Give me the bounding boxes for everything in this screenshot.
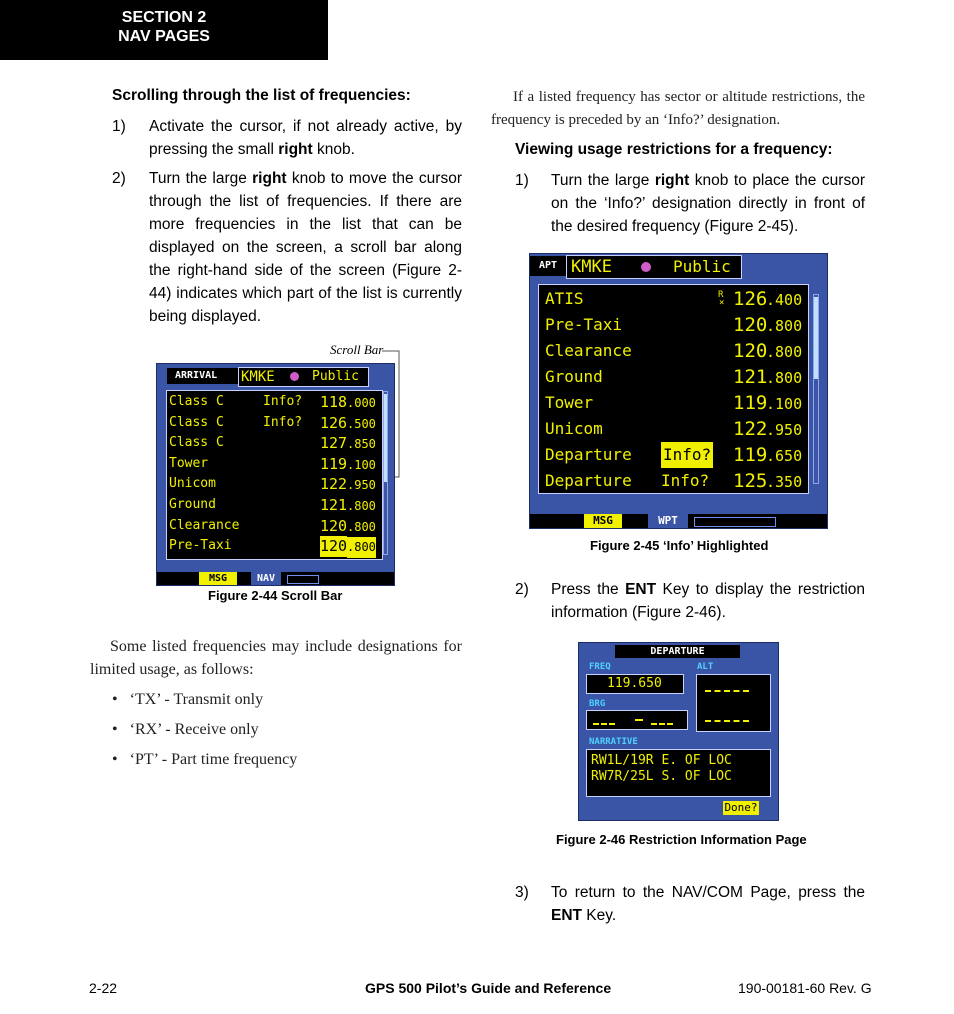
list-item-text: ‘TX’ - Transmit only xyxy=(129,691,264,708)
scrollbar-thumb[interactable] xyxy=(814,297,818,379)
frequency-mhz[interactable]: 119 xyxy=(733,392,768,414)
list-item: • ‘PT’ - Part time frequency xyxy=(112,751,298,768)
step-number: 3) xyxy=(515,884,529,901)
list-item: • ‘TX’ - Transmit only xyxy=(112,691,264,708)
frequency-khz[interactable]: .800 xyxy=(347,499,376,513)
frequency-row[interactable] xyxy=(545,442,805,468)
alt-label: ALT xyxy=(697,662,714,672)
narrative-line-2: RW7R/25L S. OF LOC xyxy=(591,769,732,784)
facility-name: Class C xyxy=(169,394,224,409)
step-text xyxy=(551,578,865,624)
scrollbar-thumb[interactable] xyxy=(384,394,387,482)
facility-name: Tower xyxy=(545,393,594,412)
frequency-khz[interactable]: .850 xyxy=(347,437,376,452)
msg-annunciator: MSG xyxy=(584,514,622,528)
airport-category: Public xyxy=(312,369,359,384)
msg-annunciator: MSG xyxy=(199,572,237,585)
done-button[interactable]: Done? xyxy=(724,801,758,814)
right-paragraph: If a listed frequency has sector or altitude restrictions, the frequency is preceded by an ‘Info?’ designation. xyxy=(491,89,865,128)
frequency-row[interactable] xyxy=(169,516,379,537)
step-text-c: knob. xyxy=(312,141,355,158)
frequency-khz[interactable]: .400 xyxy=(766,291,803,309)
frequency-row[interactable] xyxy=(169,495,379,516)
frequency-mhz[interactable]: 120 xyxy=(320,516,348,535)
frequency-mhz[interactable]: 121 xyxy=(320,496,348,514)
list-item: • ‘RX’ - Receive only xyxy=(112,721,259,738)
fig44-caption: Figure 2-44 Scroll Bar xyxy=(208,588,343,603)
narrative-box xyxy=(586,749,771,797)
fig46-title: DEPARTURE xyxy=(615,645,740,658)
fig44-status-bar xyxy=(157,572,394,585)
frequency-khz[interactable]: .950 xyxy=(766,421,803,439)
frequency-khz[interactable]: .800 xyxy=(766,317,803,335)
facility-name: Pre-Taxi xyxy=(545,315,623,334)
facility-name: Departure xyxy=(545,445,632,464)
frequency-row[interactable] xyxy=(545,468,805,494)
freq-label: FREQ xyxy=(589,662,611,672)
alt-upper-placeholder xyxy=(705,690,749,692)
step-text-c: knob to place the cursor on the ‘Info?’ designation directly in front of the desired frequency (Figure 2-45). xyxy=(551,172,865,235)
facility-name: Clearance xyxy=(545,341,632,360)
step-text-bold: ENT xyxy=(625,581,657,598)
freq-box xyxy=(586,674,684,694)
frequency-mhz[interactable]: 120 xyxy=(733,340,768,362)
frequency-mhz[interactable]: 126 xyxy=(320,413,348,432)
fig45-status-bar xyxy=(530,514,827,528)
frequency-row[interactable] xyxy=(545,286,805,312)
fig46-caption: Figure 2-46 Restriction Information Page xyxy=(556,832,807,847)
alt-lower-placeholder xyxy=(705,720,749,722)
section-number: SECTION 2 xyxy=(121,9,207,26)
facility-name: Ground xyxy=(545,367,603,386)
alt-box xyxy=(696,674,771,732)
frequency-row[interactable] xyxy=(169,536,379,557)
frequency-mhz[interactable]: 125 xyxy=(733,470,768,492)
fig45-page-tag: APT xyxy=(530,256,566,276)
fig45-caption: Figure 2-45 ‘Info’ Highlighted xyxy=(590,538,769,553)
step-text xyxy=(149,115,462,161)
frequency-mhz[interactable]: 118 xyxy=(320,393,348,411)
step-number: 2) xyxy=(515,581,529,598)
frequency-khz[interactable]: .950 xyxy=(347,478,376,493)
footer-doc-number: 190-00181-60 Rev. G xyxy=(738,980,872,996)
step-text-c: Key. xyxy=(582,907,617,924)
scroll-bar-callout: Scroll Bar xyxy=(330,342,384,357)
frequency-mhz[interactable]: 120 xyxy=(320,537,348,556)
frequency-mhz[interactable]: 122 xyxy=(733,418,768,440)
frequency-row[interactable] xyxy=(169,433,379,454)
frequency-row[interactable] xyxy=(169,413,379,434)
facility-name: Clearance xyxy=(169,517,240,533)
frequency-khz[interactable]: .100 xyxy=(766,395,803,413)
airport-category: Public xyxy=(673,257,731,276)
facility-name: Pre-Taxi xyxy=(169,538,232,554)
facility-name: Unicom xyxy=(169,476,216,492)
page-group-indicator xyxy=(287,575,319,584)
step-text-bold: right xyxy=(278,141,313,158)
frequency-khz[interactable]: .800 xyxy=(347,537,376,558)
step-text-a: Turn the large xyxy=(551,172,655,189)
brg-from-placeholder xyxy=(593,723,615,725)
frequency-mhz[interactable]: 126 xyxy=(733,288,768,310)
frequency-khz[interactable]: .650 xyxy=(766,447,803,465)
step-text xyxy=(149,167,462,328)
frequency-mhz[interactable]: 122 xyxy=(320,475,348,494)
frequency-row[interactable] xyxy=(545,390,805,416)
usage-list xyxy=(112,688,297,771)
list-item-text: ‘PT’ - Part time frequency xyxy=(129,751,298,768)
left-paragraph: Some listed frequencies may include designations for limited usage, as follows: xyxy=(90,638,462,678)
facility-name: Unicom xyxy=(545,419,603,438)
scrollbar-track[interactable] xyxy=(383,391,388,555)
frequency-row[interactable] xyxy=(169,392,379,413)
wpt-annunciator: WPT xyxy=(648,514,688,528)
restriction-x-icon: × xyxy=(719,298,725,308)
narrative-label: NARRATIVE xyxy=(589,737,638,747)
page-group-indicator xyxy=(694,517,776,527)
info-designation[interactable]: Info? xyxy=(263,414,303,430)
frequency-khz[interactable]: .350 xyxy=(766,473,803,491)
step-text-c: Key to display the restriction information (Figure 2-46). xyxy=(551,581,865,621)
section-tab xyxy=(0,0,328,60)
rx-designation: R xyxy=(718,290,724,300)
frequency-khz[interactable]: .100 xyxy=(347,457,376,472)
fig45-header xyxy=(566,255,742,279)
fig44-header xyxy=(238,367,369,387)
facility-name: Departure xyxy=(545,471,632,490)
step-text-bold: right xyxy=(252,170,287,187)
airport-symbol-icon xyxy=(290,372,299,381)
facility-name: Tower xyxy=(169,455,209,471)
fig46-screen xyxy=(578,642,779,821)
step-text-c: knob to move the cursor through the list of frequencies. If there are more frequencies in the list that can be displayed on the screen, a scroll bar along the right-hand side of the screen (Figure 2-44) indicates which part of the list is currently being displayed. xyxy=(149,170,462,325)
frequency-khz[interactable]: .800 xyxy=(766,343,803,361)
step-number: 2) xyxy=(112,170,126,187)
step-text-a: Turn the large xyxy=(149,170,253,187)
step-text-a: To return to the NAV/COM Page, press the xyxy=(551,884,865,901)
facility-name: Class C xyxy=(169,414,224,430)
frequency-mhz[interactable]: 121 xyxy=(733,366,768,388)
facility-name: Ground xyxy=(169,497,216,512)
frequency-mhz[interactable]: 119 xyxy=(320,454,348,473)
airport-id: KMKE xyxy=(241,369,275,385)
info-designation[interactable]: Info? xyxy=(263,394,303,409)
info-designation[interactable]: Info? xyxy=(661,442,713,468)
frequency-khz[interactable]: .000 xyxy=(347,396,376,410)
list-item-text: ‘RX’ - Receive only xyxy=(129,721,259,738)
narrative-line-1: RW1L/19R E. OF LOC xyxy=(591,753,732,768)
frequency-row[interactable] xyxy=(545,312,805,338)
brg-separator xyxy=(635,719,643,721)
brg-to-placeholder xyxy=(651,723,673,725)
step-number: 1) xyxy=(112,118,126,135)
frequency-khz[interactable]: .800 xyxy=(347,519,376,534)
frequency-khz[interactable]: .800 xyxy=(766,369,803,387)
scrollbar-track[interactable] xyxy=(813,294,819,484)
airport-symbol-icon xyxy=(641,262,651,272)
freq-value: 119.650 xyxy=(607,676,662,691)
frequency-row[interactable] xyxy=(169,474,379,495)
frequency-row[interactable] xyxy=(169,454,379,475)
frequency-row[interactable] xyxy=(545,338,805,364)
frequency-mhz[interactable]: 127 xyxy=(320,434,348,453)
step-text-a: Press the xyxy=(551,581,626,598)
left-heading: Scrolling through the list of frequencies: xyxy=(112,87,411,104)
page-number: 2-22 xyxy=(89,980,118,996)
step-number: 1) xyxy=(515,172,529,189)
frequency-khz[interactable]: .500 xyxy=(347,416,376,431)
frequency-row[interactable] xyxy=(545,364,805,390)
right-heading: Viewing usage restrictions for a frequency: xyxy=(515,141,833,158)
step-text xyxy=(551,881,865,927)
brg-label: BRG xyxy=(589,699,606,709)
fig44-page-tag: ARRIVAL xyxy=(167,368,239,384)
brg-box xyxy=(586,710,688,730)
frequency-mhz[interactable]: 119 xyxy=(733,444,768,466)
step-text xyxy=(551,169,865,238)
step-text-bold: right xyxy=(654,172,690,189)
frequency-row[interactable] xyxy=(545,416,805,442)
step-text-a: Activate the cursor, if not already active, by pressing the small xyxy=(149,118,462,158)
nav-annunciator: NAV xyxy=(251,572,281,585)
facility-name: ATIS xyxy=(545,289,584,308)
airport-id: KMKE xyxy=(571,257,612,277)
footer-title: GPS 500 Pilot’s Guide and Reference xyxy=(365,980,612,996)
step-text-bold: ENT xyxy=(551,907,582,924)
section-title: NAV PAGES xyxy=(118,28,210,45)
frequency-mhz[interactable]: 120 xyxy=(733,314,768,336)
facility-name: Class C xyxy=(169,435,224,451)
info-designation[interactable]: Info? xyxy=(661,471,710,490)
